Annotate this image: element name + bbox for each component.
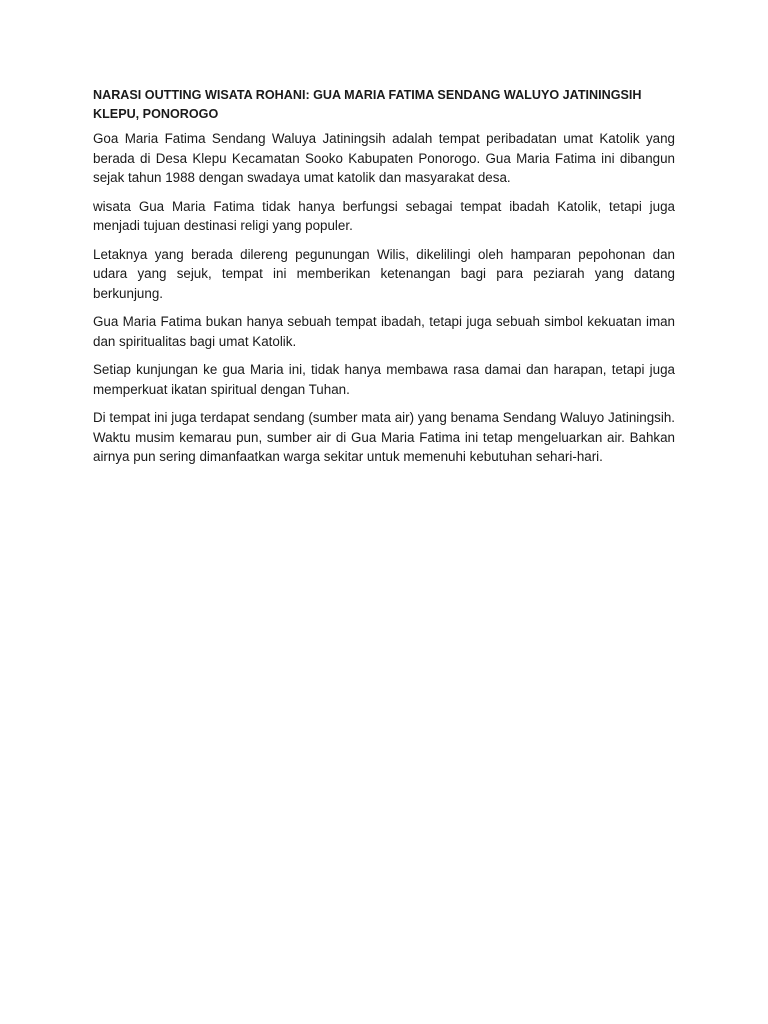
document-body [93,86,675,476]
paragraph-location: Letaknya yang berada dilereng pegunungan Wilis, dikelilingi oleh hamparan pepohonan dan udara yang sejuk, tempat ini memberikan ketenangan bagi para peziarah yang datang berkunjung. [93,246,675,301]
paragraph-visit: Setiap kunjungan ke gua Maria ini, tidak hanya membawa rasa damai dan harapan, tetapi juga memperkuat ikatan spiritual dengan Tuhan. [93,362,675,397]
paragraph-intro: Goa Maria Fatima Sendang Waluya Jatiningsih adalah tempat peribadatan umat Katolik yang berada di Desa Klepu Kecamatan Sooko Kabupaten Ponorogo. Gua Maria Fatima ini dibangun sejak tahun 1988 dengan swadaya umat katolik dan masyarakat desa. [93,131,675,185]
paragraph-symbol: Gua Maria Fatima bukan hanya sebuah tempat ibadah, tetapi juga sebuah simbol kekuatan iman dan spiritualitas bagi umat Katolik. [93,314,675,349]
paragraph-spring: Di tempat ini juga terdapat sendang (sumber mata air) yang benama Sendang Waluyo Jatiningsih. Waktu musim kemarau pun, sumber air di Gua Maria Fatima ini tetap mengeluarkan air. Bahkan airnya pun sering dimanfaatkan warga sekitar untuk memenuhi kebutuhan sehari-hari. [93,410,675,464]
paragraph-destination: wisata Gua Maria Fatima tidak hanya berfungsi sebagai tempat ibadah Katolik, tetapi juga menjadi tujuan destinasi religi yang populer. [93,198,675,233]
document-title: NARASI OUTTING WISATA ROHANI: GUA MARIA FATIMA SENDANG WALUYO JATININGSIH KLEPU, PONOROGO [93,88,642,121]
